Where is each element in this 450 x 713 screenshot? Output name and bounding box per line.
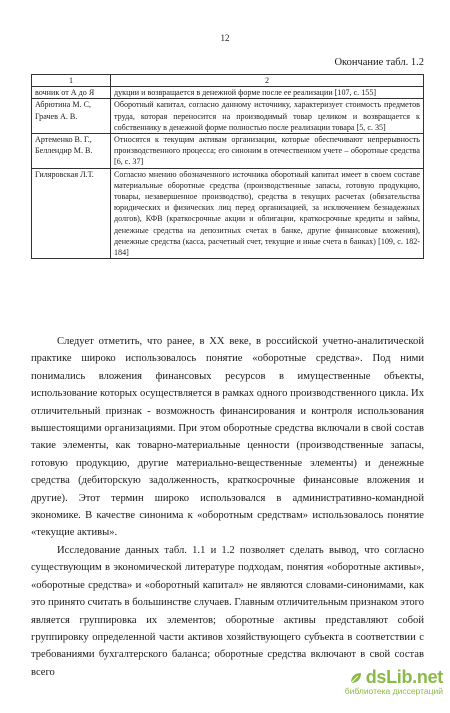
column-header-2: 2: [111, 75, 424, 87]
literature-table: [31, 74, 424, 259]
author-cell: Абрютина М. С, Грачев А. В.: [32, 99, 111, 134]
watermark-logo: [318, 667, 443, 688]
leaf-icon: [349, 671, 363, 685]
table-row: [32, 134, 424, 169]
paragraph: Следует отметить, что ранее, в XX веке, в российской учетно-аналитической практике широко использовалось понятие «оборотные средства». Под ними понимались вложения финансовых ресурсов в имущественные объекты, использование которых осуществляется в рамках одного производственного цикла. Их отличительный признак - возможность финансирования и контроля использования вышестоящими организациями. При этом оборотные средства включали в свой состав такие элементы, как товарно-материальные ценности (производственные запасы, готовую продукцию, другие материально-вещественные элементы) и денежные средства (дебиторскую задолженность, краткосрочные финансовые вложения и другие). Этот термин широко использовался в административно-командной экономике. В качестве синонима к «оборотным средствам» использовалось понятие «текущие активы».: [31, 336, 424, 539]
page-number: 12: [220, 33, 230, 43]
definition-cell: дукции и возвращается в денежной форме после ее реализации [107, с. 155]: [111, 87, 424, 99]
watermark-subtitle: библиотека диссертаций: [344, 686, 443, 696]
table-header-row: [32, 75, 424, 87]
definition-cell: Оборотный капитал, согласно данному источнику, характеризует стоимость предметов труда, которая переносится на производимый товар целиком и возвращается к собственнику в денежной форме полностью после реализации товара [5, с. 35]: [111, 99, 424, 134]
author-cell: вочник от А до Я: [32, 87, 111, 99]
definition-cell: Согласно мнению обозначенного источника оборотный капитал имеет в своем составе материальные оборотные средства (производственные запасы, готовую продукцию, товары, незавершенное производство), средства в текущих расчетах (обязательства юридических и физических лиц перед организацией, за исключением безнадежных долгов), КФВ (краткосрочные акции и облигации, краткосрочные кредиты и займы, денежные средства на депозитных счетах в банке, другие финансовые вложения), денежные средства (касса, расчетный счет, текущие и иные счета в банках) [109, с. 182-184]: [111, 168, 424, 259]
definition-cell: Относятся к текущим активам организации, которые обеспечивают непрерывность производственного процесса; его синоним в отечественном учете – оборотные средства [6, с. 37]: [111, 134, 424, 169]
paragraph: Исследование данных табл. 1.1 и 1.2 позволяет сделать вывод, что согласно существующим в экономической литературе подходам, понятия «оборотные активы», «оборотные средства» и «оборотный капитал» не являются словами-синонимами, как это принято считать в большинстве случаев. Главным отличительным признаком этого является группировка их элементов; оборотные активы представляют собой группировку определенной части активов хозяйствующего субъекта в соответствии с требованиями бухгалтерского баланса; оборотные средства включают в свой состав всего: [31, 544, 424, 678]
body-text: [31, 333, 424, 681]
watermark: [318, 667, 443, 696]
table-row: [32, 168, 424, 259]
author-cell: Артеменко В. Г., Беллендир М. В.: [32, 134, 111, 169]
author-cell: Гиляровская Л.Т.: [32, 168, 111, 259]
table-row: [32, 87, 424, 99]
watermark-logo-text: dsLib.net: [365, 667, 443, 687]
column-header-1: 1: [32, 75, 111, 87]
table-caption: Окончание табл. 1.2: [334, 57, 424, 68]
table-row: [32, 99, 424, 134]
